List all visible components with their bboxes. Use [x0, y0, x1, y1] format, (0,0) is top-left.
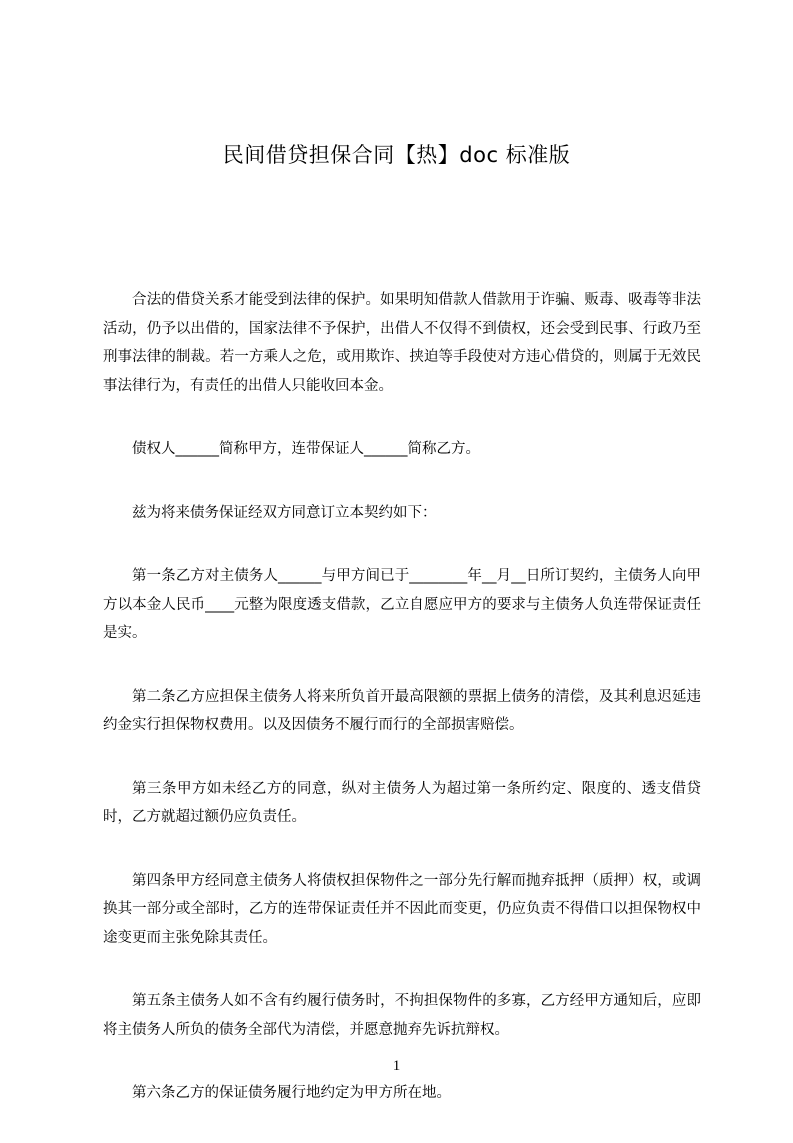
paragraph-agreement: 兹为将来债务保证经双方同意订立本契约如下：: [132, 504, 437, 521]
paragraph-article-3: 第三条甲方如未经乙方的同意，纵对主债务人为超过第一条所约定、限度的、透支借贷时，乙方就超过额仍应负责任。: [103, 780, 701, 825]
document-body: [103, 286, 701, 1143]
paragraph-article-6: 第六条乙方的保证债务履行地约定为甲方所在地。: [132, 1085, 451, 1101]
paragraph-article-5: 第五条主债务人如不含有约履行债务时，不拘担保物件的多寡，乙方经甲方通知后，应即将主债务人所负的债务全部代为清偿，并愿意抛弃先诉抗辩权。: [103, 993, 701, 1038]
paragraph-article-1: 第一条乙方对主债务人______与甲方间已于________年__月__日所订契约，主债务人向甲方以本金人民币____元整为限度透支借款，乙立自愿应甲方的要求与主债务人负连带保证责任是实。: [103, 568, 701, 641]
document-title: 民间借贷担保合同【热】doc 标准版: [222, 143, 571, 167]
page-number: 1: [392, 1058, 401, 1074]
paragraph-parties: 债权人______简称甲方，连带保证人______简称乙方。: [132, 441, 480, 457]
paragraph-intro: 合法的借贷关系才能受到法律的保护。如果明知借款人借款用于诈骗、贩毒、吸毒等非法活动，仍予以出借的，国家法律不予保护，出借人不仅得不到债权，还会受到民事、行政乃至刑事法律的制裁。若一方乘人之危，或用欺诈、挟迫等手段使对方违心借贷的，则属于无效民事法律行为，有责任的出借人只能收回本金。: [103, 292, 701, 394]
paragraph-article-2: 第二条乙方应担保主债务人将来所负首开最高限额的票据上债务的清偿，及其利息迟延违约金实行担保物权费用。以及因债务不履行而行的全部损害赔偿。: [103, 688, 701, 733]
paragraph-article-4: 第四条甲方经同意主债务人将债权担保物件之一部分先行解而抛弃抵押（质押）权，或调换其一部分或全部时，乙方的连带保证责任并不因此而变更，仍应负责不得借口以担保物权中途变更而主张免除其责任。: [103, 872, 701, 946]
